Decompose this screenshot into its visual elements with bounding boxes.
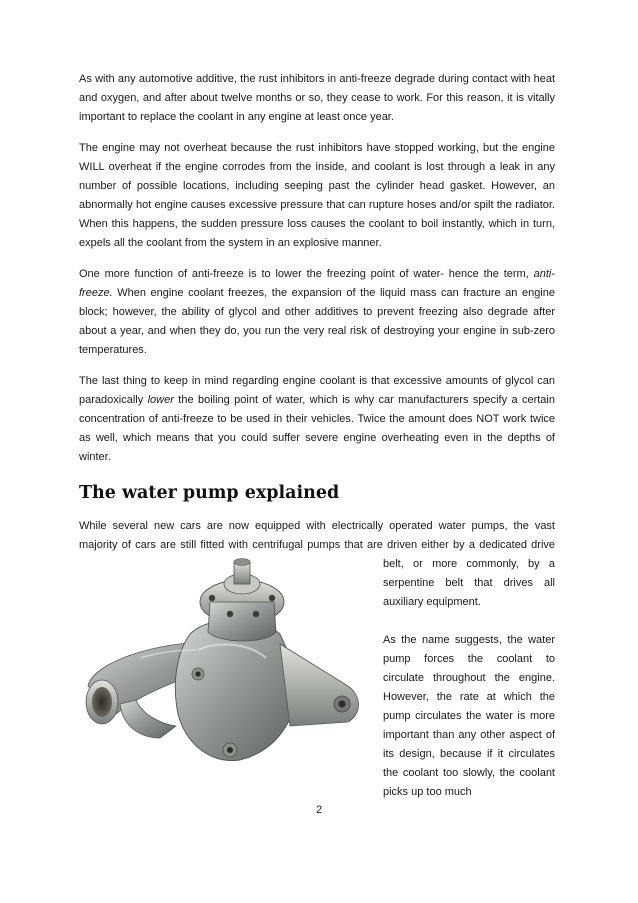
paragraph-text: The last thing to keep in mind regarding engine coolant is that excessive amounts of glycol can paradoxically xyxy=(79,375,555,406)
paragraph-overheat: The engine may not overheat because the rust inhibitors have stopped working, but the engine WILL overheat if the engine corrodes from the inside, and coolant is lost through a leak in any number of possible locations, including seeping past the cylinder head gasket. However, an abnormally hot engine causes excessive pressure that can rupture hoses and/or spilt the radiator. When this happens, the sudden pressure loss causes the coolant to boil instantly, which in turn, expels all the coolant from the system in an explosive manner. xyxy=(79,142,555,249)
page-number: 2 xyxy=(315,804,323,816)
intro-line: While several new cars are now equipped with electrically operated water pumps, the vast xyxy=(79,520,555,532)
section-heading: The water pump explained xyxy=(79,483,340,503)
intro-line: majority of cars are still fitted with centrifugal pumps that are driven either by a dedicated drive xyxy=(79,539,555,551)
section-intro xyxy=(79,517,555,555)
body-text xyxy=(79,70,555,479)
paragraph-freezing-point xyxy=(79,265,555,360)
italic-term: anti-freeze. xyxy=(79,268,555,299)
paragraph-rust-inhibitors: As with any automotive additive, the rust inhibitors in anti-freeze degrade during contact with heat and oxygen, and after about twelve months or so, they cease to work. For this reason, it is vitally important to replace the coolant in any engine at least once year. xyxy=(79,73,555,123)
water-pump-image xyxy=(80,554,368,779)
paragraph-boiling-point xyxy=(79,372,555,467)
paragraph-text: the boiling point of water, which is why car manufacturers specify a certain concentration of anti-freeze to be used in their vehicles. Twice the amount does NOT work twice as well, which means that you could suffer severe engine overheating even in the depths of winter. xyxy=(79,394,555,463)
italic-term: lower xyxy=(147,394,174,406)
side-paragraph-belt: belt, or more commonly, by a serpentine belt that drives all auxiliary equipment. xyxy=(383,558,555,608)
side-paragraph-water-pump: As the name suggests, the water pump forces the coolant to circulate throughout the engine. However, the rate at which the pump circulates the water is more important than any other aspect of its design, because if it circulates the coolant too slowly, the coolant picks up too much xyxy=(383,634,555,798)
paragraph-text: One more function of anti-freeze is to lower the freezing point of water- hence the term, xyxy=(79,268,534,280)
paragraph-text: When engine coolant freezes, the expansion of the liquid mass can fracture an engine block; however, the ability of glycol and other additives to prevent freezing also degrade after about a year, and when they do, you run the very real risk of destroying your engine in sub-zero temperatures. xyxy=(79,287,555,356)
